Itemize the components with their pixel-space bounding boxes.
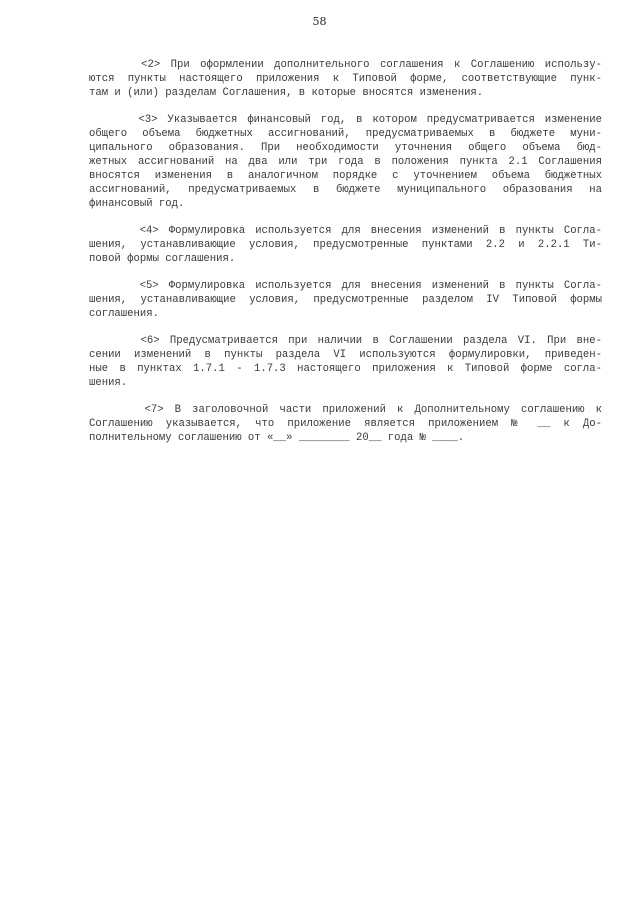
footnote-5 bbox=[89, 279, 602, 321]
footnote-line: вносятся изменения в аналогичном порядке с уточнением объема бюджетных bbox=[89, 170, 602, 182]
footnote-line: финансовый год. bbox=[89, 198, 185, 210]
footnote-line: <3> Указывается финансовый год, в котором предусматривается изменение bbox=[89, 114, 602, 126]
footnotes bbox=[89, 58, 602, 458]
footnote-line: жетных ассигнований на два или три года в положения пункта 2.1 Соглашения bbox=[89, 156, 602, 168]
footnote-2 bbox=[89, 58, 602, 100]
page-number: 58 bbox=[312, 15, 327, 28]
footnote-line: ципального образования. При необходимости уточнения общего объема бюд- bbox=[89, 142, 602, 154]
footnote-line: повой формы соглашения. bbox=[89, 253, 236, 265]
footnote-7 bbox=[89, 403, 602, 445]
footnote-line: ные в пунктах 1.7.1 - 1.7.3 настоящего приложения к Типовой форме согла- bbox=[89, 363, 602, 375]
footnote-line: <2> При оформлении дополнительного соглашения к Соглашению использу- bbox=[89, 59, 602, 71]
footnote-line: шения, устанавливающие условия, предусмотренные разделом IV Типовой формы bbox=[89, 294, 602, 306]
footnote-line: <6> Предусматривается при наличии в Соглашении раздела VI. При вне- bbox=[89, 335, 602, 347]
footnote-4 bbox=[89, 224, 602, 266]
footnote-3 bbox=[89, 113, 602, 211]
footnote-line: сении изменений в пункты раздела VI используются формулировки, приведен- bbox=[89, 349, 602, 361]
footnote-6 bbox=[89, 334, 602, 390]
footnote-line: ются пункты настоящего приложения к Типовой форме, соответствующие пунк- bbox=[89, 73, 602, 85]
footnote-line: <4> Формулировка используется для внесения изменений в пункты Согла- bbox=[89, 225, 602, 237]
footnote-line: <7> В заголовочной части приложений к Дополнительному соглашению к bbox=[89, 404, 602, 416]
footnote-line: Соглашению указывается, что приложение является приложением № __ к До- bbox=[89, 418, 602, 430]
footnote-line: ассигнований, предусматриваемых в бюджете муниципального образования на bbox=[89, 184, 602, 196]
footnote-line: полнительному соглашению от «__» ________ 20__ года № ____. bbox=[89, 432, 465, 444]
footnote-line: соглашения. bbox=[89, 308, 159, 320]
footnote-line: шения, устанавливающие условия, предусмотренные пунктами 2.2 и 2.2.1 Ти- bbox=[89, 239, 602, 251]
footnote-line: шения. bbox=[89, 377, 128, 389]
footnote-line: общего объема бюджетных ассигнований, предусматриваемых в бюджете муни- bbox=[89, 128, 602, 140]
footnote-line: там и (или) разделам Соглашения, в которые вносятся изменения. bbox=[89, 87, 484, 99]
footnote-line: <5> Формулировка используется для внесения изменений в пункты Согла- bbox=[89, 280, 602, 292]
